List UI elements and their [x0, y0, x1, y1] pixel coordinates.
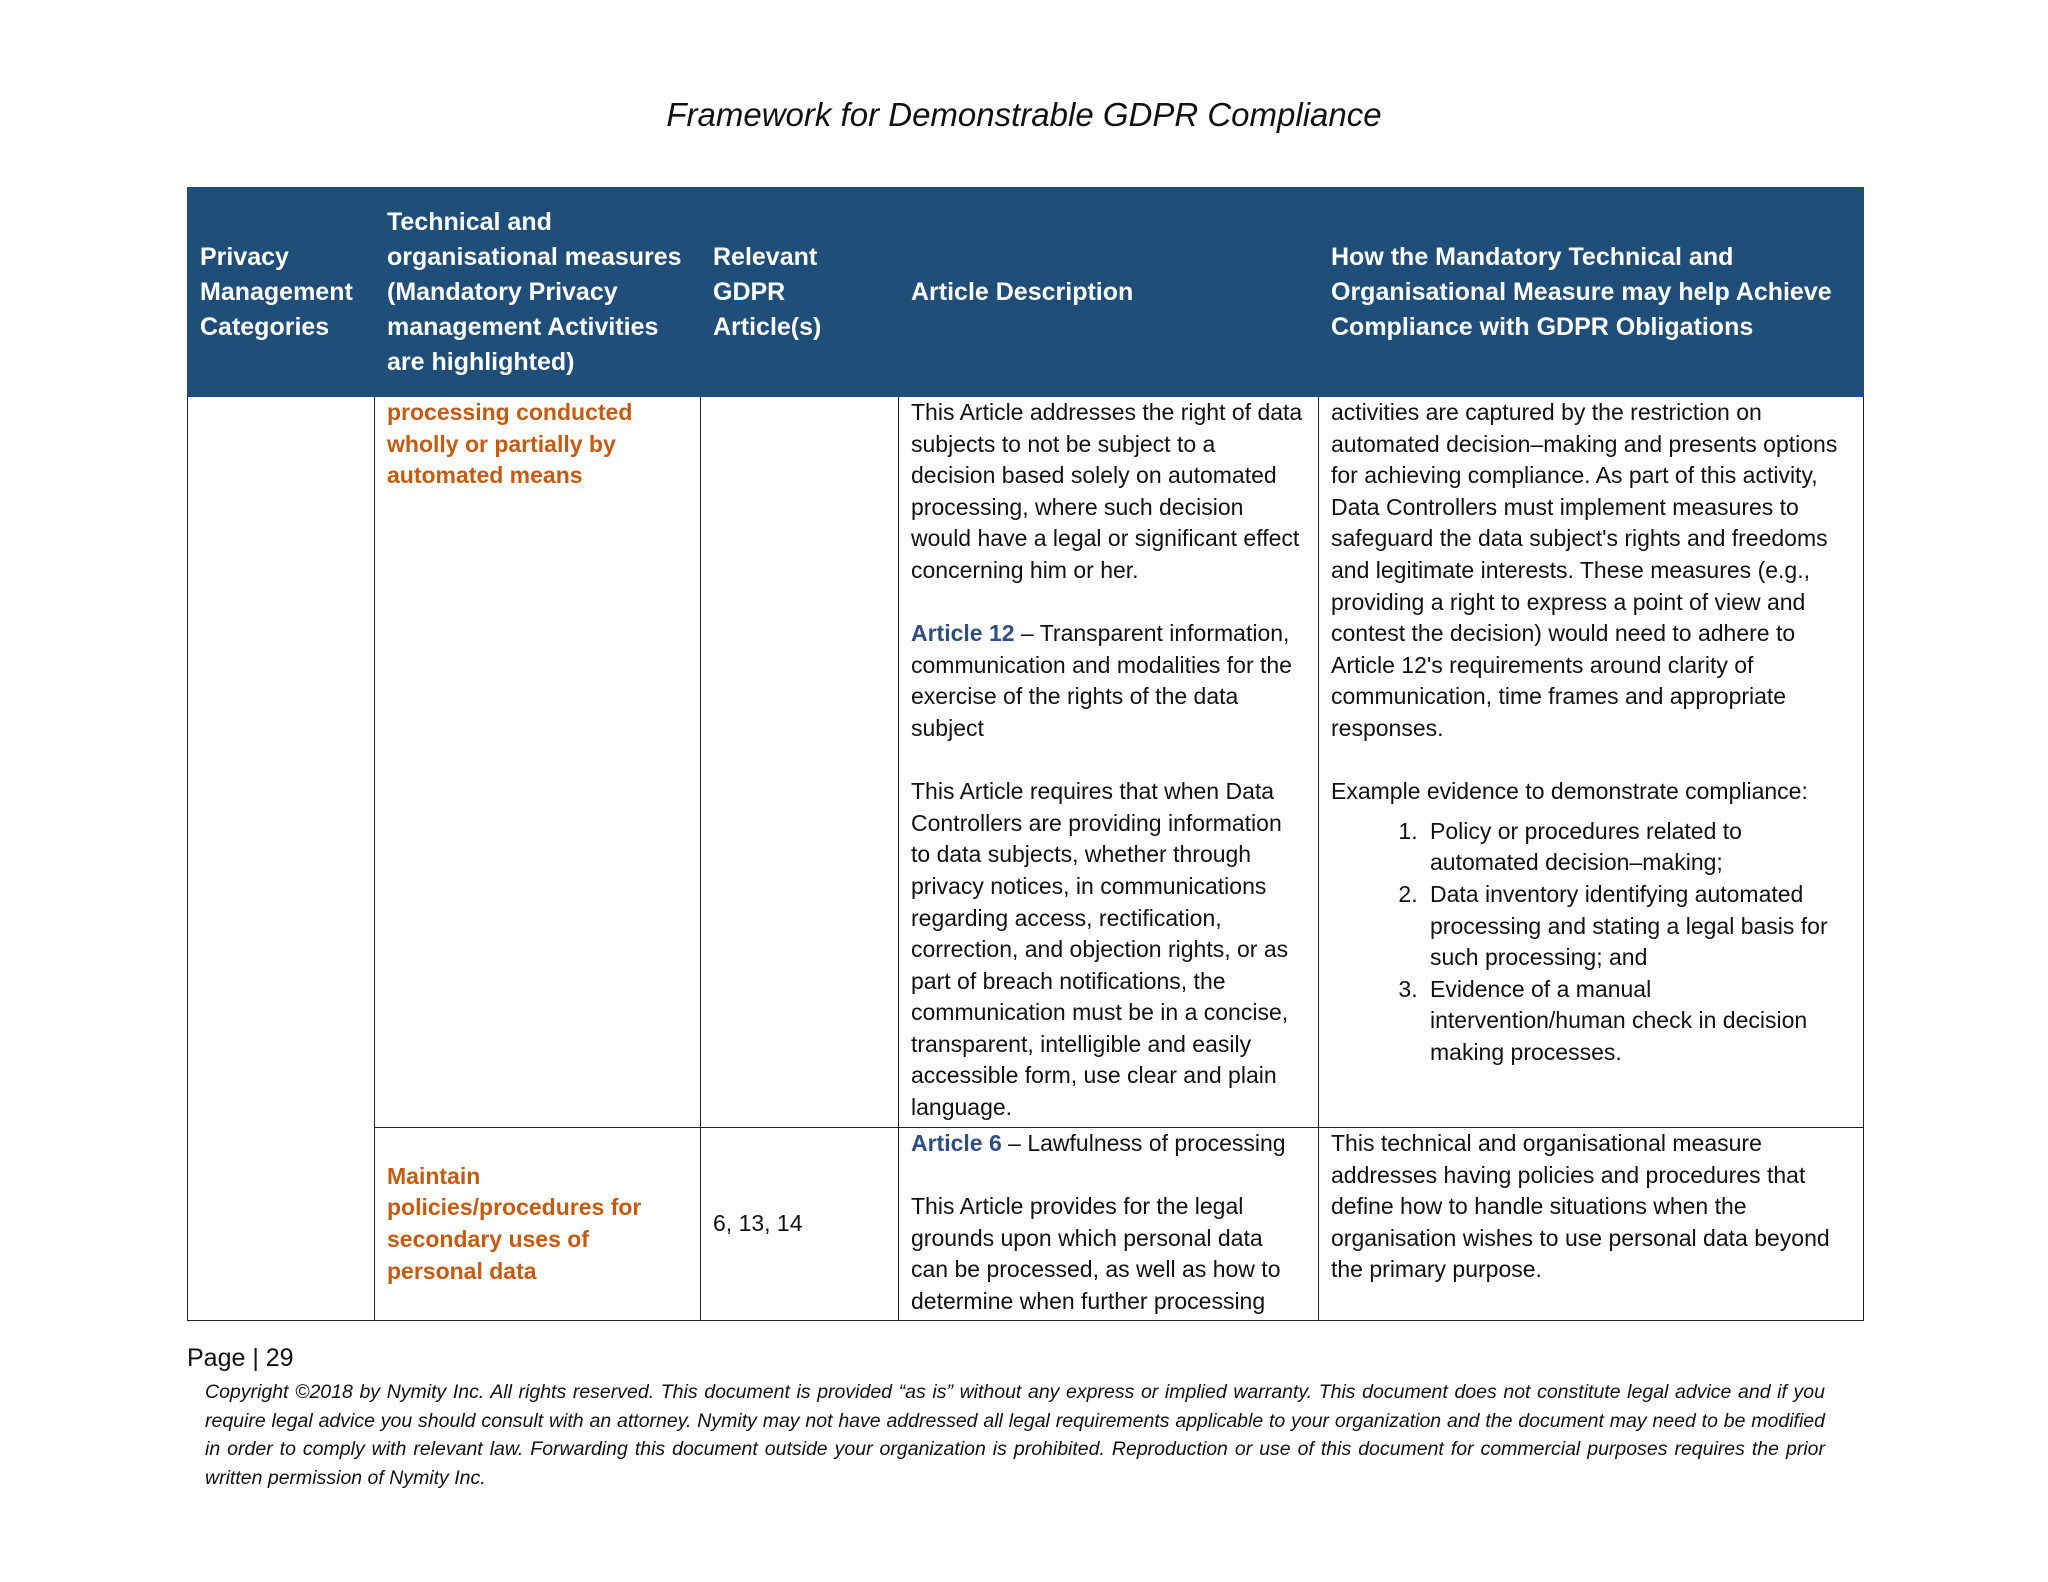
category-cell	[188, 397, 375, 1321]
description-cell	[899, 1128, 1319, 1321]
header-compliance-help: How the Mandatory Technical and Organisational Measure may help Achieve Compliance with GDPR Obligations	[1319, 188, 1864, 397]
article-body: This Article provides for the legal grounds upon which personal data can be processed, as well as how to determine when further processing	[911, 1193, 1281, 1314]
gdpr-framework-table	[187, 187, 1864, 1321]
description-intro: This Article addresses the right of data subjects to not be subject to a decision based solely on automated processing, where such decision would have a legal or significant effect concerning him or her.	[911, 399, 1303, 583]
page-number: Page | 29	[187, 1344, 294, 1372]
header-gdpr-articles: Relevant GDPR Article(s)	[701, 188, 899, 397]
article-heading	[911, 618, 1306, 744]
evidence-list	[1331, 816, 1851, 1069]
article-title: – Transparent information, communication and modalities for the exercise of the rights of the data subject	[911, 620, 1292, 741]
table-header-row	[188, 188, 1864, 397]
description-clip	[911, 1128, 1306, 1316]
article-heading	[911, 1128, 1306, 1160]
table-row	[188, 1128, 1864, 1321]
list-item: 2. Data inventory identifying automated processing and stating a legal basis for such processing; and	[1424, 879, 1851, 974]
table-row	[188, 397, 1864, 1128]
articles-cell	[701, 397, 899, 1128]
list-item: 1. Policy or procedures related to automated decision–making;	[1424, 816, 1851, 879]
header-technical-measures: Technical and organisational measures (Mandatory Privacy management Activities are highlighted)	[375, 188, 701, 397]
measure-text: processing conducted wholly or partially by automated means	[387, 399, 633, 489]
measure-text: Maintain policies/procedures for secondary uses of personal data	[387, 1162, 642, 1284]
document-title: Framework for Demonstrable GDPR Compliance	[666, 96, 1382, 133]
article-title: – Lawfulness of processing	[1001, 1130, 1286, 1156]
list-item: 3. Evidence of a manual intervention/human check in decision making processes.	[1424, 974, 1851, 1069]
header-privacy-categories: Privacy Management Categories	[188, 188, 375, 397]
evidence-heading: Example evidence to demonstrate compliance:	[1331, 778, 1808, 805]
measure-cell	[375, 1128, 701, 1321]
header-article-description: Article Description	[899, 188, 1319, 397]
copyright-notice: Copyright ©2018 by Nymity Inc. All rights reserved. This document is provided “as is” without any express or implied warranty. This document does not constitute legal advice and if you require legal advice you should consult with an attorney. Nymity may not have addressed all legal requirements applicable to your organization and the document may need to be modified in order to comply with relevant law. Forwarding this document outside your organization is prohibited. Reproduction or use of this document for commercial purposes requires the prior written permission of Nymity Inc.	[205, 1381, 1825, 1489]
measure-cell	[375, 397, 701, 1128]
compliance-cell	[1319, 397, 1864, 1128]
articles-cell: 6, 13, 14	[701, 1128, 899, 1321]
article-reference: Article 6	[911, 1130, 1002, 1156]
article-reference: Article 12	[911, 620, 1015, 647]
description-cell	[899, 397, 1319, 1128]
article-body: This Article requires that when Data Controllers are providing information to data subjects, whether through privacy notices, in communications regarding access, rectification, correction, and objection rights, or as part of breach notifications, the communication must be in a concise, transparent, intelligible and easily accessible form, use clear and plain language.	[911, 778, 1289, 1121]
compliance-cell: This technical and organisational measure addresses having policies and procedures that define how to handle situations when the organisation wishes to use personal data beyond the primary purpose.	[1319, 1128, 1864, 1321]
compliance-text: activities are captured by the restriction on automated decision–making and presents options for achieving compliance. As part of this activity, Data Controllers must implement measures to safeguard the data subject's rights and freedoms and legitimate interests. These measures (e.g., providing a right to express a point of view and contest the decision) would need to adhere to Article 12's requirements around clarity of communication, time frames and appropriate responses.	[1331, 399, 1838, 741]
